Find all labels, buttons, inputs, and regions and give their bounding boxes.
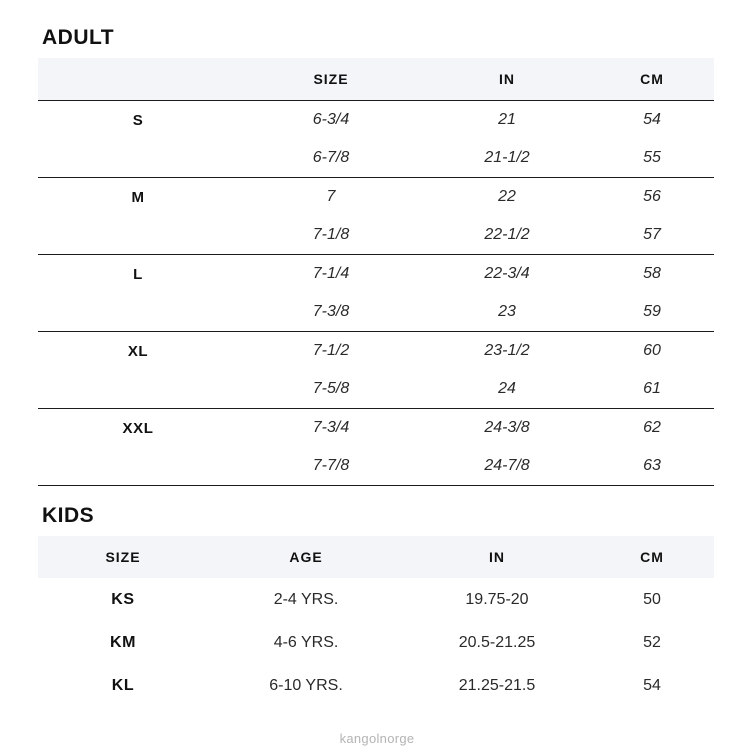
- adult-row-size: 7-5/8: [312, 380, 350, 397]
- adult-row-in: 22-1/2: [484, 226, 530, 243]
- kids-section-title: KIDS: [42, 504, 95, 527]
- adult-row-label: [38, 139, 238, 178]
- adult-row-size: 7-1/4: [238, 255, 424, 294]
- kids-size-table: [38, 536, 714, 707]
- adult-row-size: 7-1/2: [238, 332, 424, 371]
- kids-row-in: 21.25-21.5: [458, 676, 536, 694]
- table-row: [38, 293, 714, 332]
- adult-row-in: 21: [424, 101, 590, 140]
- kids-row-cm: 52: [643, 633, 661, 651]
- kids-row-label: KS: [111, 590, 135, 608]
- table-row: [38, 178, 714, 217]
- adult-row-cm: 56: [590, 178, 714, 217]
- table-header-row: [38, 58, 714, 101]
- table-row: [38, 409, 714, 448]
- kids-header-in: IN: [404, 536, 590, 578]
- kids-header-size: SIZE: [38, 536, 208, 578]
- adult-row-cm: 55: [643, 149, 661, 166]
- table-row: [38, 216, 714, 255]
- adult-row-in: 24: [498, 380, 516, 397]
- adult-row-label: [38, 447, 238, 486]
- kids-row-cm: 50: [643, 590, 661, 608]
- kids-row-in: 20.5-21.25: [458, 633, 536, 651]
- kids-row-label: KL: [111, 676, 135, 694]
- adult-row-size: 7-3/8: [312, 303, 350, 320]
- adult-row-cm: 62: [590, 409, 714, 448]
- kids-row-in: 19.75-20: [465, 590, 529, 608]
- table-row: [38, 139, 714, 178]
- adult-row-cm: 58: [590, 255, 714, 294]
- adult-row-size: 7-3/4: [238, 409, 424, 448]
- watermark: kangolnorge: [339, 731, 415, 746]
- adult-row-label: S: [38, 101, 238, 140]
- adult-row-label: L: [38, 255, 238, 294]
- adult-row-cm: 63: [590, 447, 714, 486]
- kids-table-header: [38, 536, 714, 578]
- kids-row-cm: 54: [643, 676, 661, 694]
- adult-table-body: [38, 101, 714, 486]
- adult-row-label: M: [38, 178, 238, 217]
- kids-row-age: 4-6 YRS.: [273, 633, 339, 651]
- adult-row-in: 22: [424, 178, 590, 217]
- adult-table-header: [38, 58, 714, 101]
- table-header-row: [38, 536, 714, 578]
- adult-row-in: 23: [498, 303, 516, 320]
- adult-header-blank: [38, 58, 238, 101]
- adult-section-title: ADULT: [42, 26, 115, 49]
- table-row: [38, 370, 714, 409]
- adult-header-in: IN: [424, 58, 590, 101]
- adult-row-in: 24-7/8: [424, 447, 590, 486]
- adult-header-cm: CM: [590, 58, 714, 101]
- adult-row-in: 24-3/8: [424, 409, 590, 448]
- adult-row-size: 6-7/8: [312, 149, 350, 166]
- adult-row-label: [38, 370, 238, 409]
- kids-row-age: 6-10 YRS.: [269, 676, 343, 694]
- table-row: [38, 332, 714, 371]
- adult-row-label: XL: [38, 332, 238, 371]
- adult-row-cm: 54: [590, 101, 714, 140]
- table-row: [38, 578, 714, 621]
- kids-header-age: AGE: [208, 536, 404, 578]
- adult-row-cm: 59: [643, 303, 661, 320]
- adult-row-size: 6-3/4: [238, 101, 424, 140]
- adult-row-in: 23-1/2: [424, 332, 590, 371]
- kids-header-cm: CM: [590, 536, 714, 578]
- table-row: [38, 101, 714, 140]
- adult-row-label: [38, 293, 238, 332]
- table-row: [38, 447, 714, 486]
- adult-row-cm: 57: [643, 226, 661, 243]
- table-row: [38, 255, 714, 294]
- table-row: [38, 621, 714, 664]
- adult-row-in: 21-1/2: [484, 149, 530, 166]
- adult-size-table: [38, 58, 714, 486]
- adult-row-label: XXL: [38, 409, 238, 448]
- adult-row-size: 7-7/8: [238, 447, 424, 486]
- adult-row-cm: 60: [590, 332, 714, 371]
- adult-row-cm: 61: [643, 380, 661, 397]
- adult-row-size: 7-1/8: [312, 226, 350, 243]
- adult-header-size: SIZE: [238, 58, 424, 101]
- adult-row-size: 7: [238, 178, 424, 217]
- kids-row-age: 2-4 YRS.: [273, 590, 339, 608]
- table-row: [38, 664, 714, 707]
- kids-row-label: KM: [109, 633, 137, 651]
- kids-table-body: [38, 578, 714, 707]
- adult-row-in: 22-3/4: [424, 255, 590, 294]
- adult-row-label: [38, 216, 238, 255]
